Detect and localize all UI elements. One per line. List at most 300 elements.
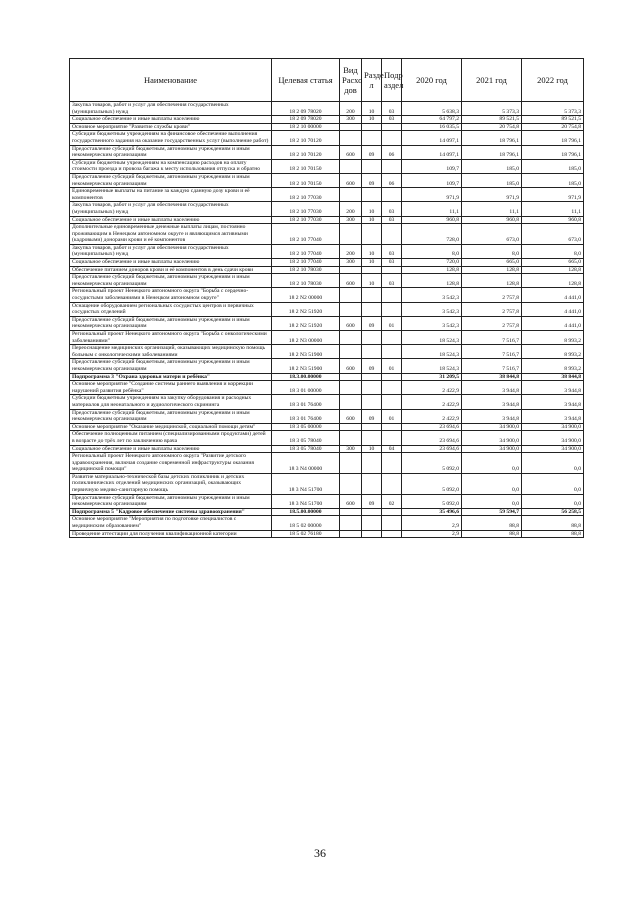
cell-2021: 0,0 xyxy=(462,453,522,474)
cell-subsection xyxy=(382,302,402,316)
cell-name: Переоснащение медицинских организаций, оказывающих медицинскую помощь больным с онкологическими заболеваниями xyxy=(70,345,272,359)
cell-name: Закупка товаров, работ и услуг для обеспечения государственных (муниципальных) нужд xyxy=(70,244,272,258)
cell-code: 18.5.00.00000 xyxy=(272,508,340,516)
table-row xyxy=(70,530,584,538)
cell-subsection xyxy=(382,473,402,494)
cell-section xyxy=(362,423,382,431)
cell-2021: 128,8 xyxy=(462,274,522,288)
cell-section xyxy=(362,473,382,494)
cell-section: 10 xyxy=(362,102,382,116)
cell-code: 18 5 02 00000 xyxy=(272,516,340,530)
cell-subsection: 06 xyxy=(382,145,402,159)
header-type: Вид Расхо дов xyxy=(340,59,362,102)
cell-2021: 3 944,8 xyxy=(462,409,522,423)
cell-2021: 34 900,0 xyxy=(462,423,522,431)
cell-subsection xyxy=(382,159,402,173)
cell-subsection: 03 xyxy=(382,244,402,258)
cell-2021: 0,0 xyxy=(462,473,522,494)
cell-2021: 7 516,7 xyxy=(462,359,522,373)
cell-2020: 18 524,3 xyxy=(402,359,462,373)
cell-2022: 673,0 xyxy=(522,224,584,245)
cell-type xyxy=(340,159,362,173)
cell-code: 18 2 N3 00000 xyxy=(272,331,340,345)
cell-type: 600 xyxy=(340,145,362,159)
cell-type xyxy=(340,188,362,202)
cell-name: Региональный проект Ненецкого автономного округа "Борьба с онкологическими заболеваниями" xyxy=(70,331,272,345)
cell-2022: 960,8 xyxy=(522,216,584,224)
cell-subsection: 06 xyxy=(382,173,402,187)
cell-section xyxy=(362,530,382,538)
cell-subsection xyxy=(382,516,402,530)
cell-section xyxy=(362,508,382,516)
table-row xyxy=(70,173,584,187)
cell-section xyxy=(362,188,382,202)
cell-2020: 128,8 xyxy=(402,274,462,288)
cell-name: Социальное обеспечение и иные выплаты населению xyxy=(70,116,272,124)
cell-2021: 3 944,8 xyxy=(462,381,522,395)
cell-2020: 11,1 xyxy=(402,202,462,216)
cell-name: Субсидии бюджетным учреждениям на компенсацию расходов на оплату стоимости проезда и провоза багажа к месту использования отпуска и обратно xyxy=(70,159,272,173)
cell-type xyxy=(340,473,362,494)
cell-name: Подпрограмма 5 "Кадровое обеспечение системы здравоохранения" xyxy=(70,508,272,516)
cell-2022: 185,0 xyxy=(522,173,584,187)
table-row xyxy=(70,288,584,302)
cell-2021: 8,0 xyxy=(462,244,522,258)
cell-section xyxy=(362,395,382,409)
cell-name: Предоставление субсидий бюджетным, автономным учреждениям и иным некоммерческим организациям xyxy=(70,316,272,330)
cell-code: 18 2 10 77040 xyxy=(272,259,340,267)
cell-2020: 23 694,6 xyxy=(402,431,462,445)
cell-type xyxy=(340,345,362,359)
cell-2022: 4 441,0 xyxy=(522,288,584,302)
cell-2020: 16 035,5 xyxy=(402,123,462,131)
cell-name: Развитие материально-технической базы детских поликлиник и детских поликлинических отделений медицинских организаций, оказывающих первичную медико-санитарную помощь xyxy=(70,473,272,494)
cell-2022: 3 944,8 xyxy=(522,409,584,423)
cell-2022: 0,0 xyxy=(522,494,584,508)
cell-subsection xyxy=(382,224,402,245)
cell-2022: 56 258,5 xyxy=(522,508,584,516)
header-subsection: Подр аздел xyxy=(382,59,402,102)
cell-section: 10 xyxy=(362,259,382,267)
table-row xyxy=(70,224,584,245)
cell-2022: 20 754,8 xyxy=(522,123,584,131)
cell-name: Предоставление субсидий бюджетным, автономным учреждениям и иным некоммерческим организациям xyxy=(70,173,272,187)
cell-code: 18 3 01 76400 xyxy=(272,395,340,409)
cell-2020: 960,8 xyxy=(402,216,462,224)
cell-2020: 64 797,2 xyxy=(402,116,462,124)
header-2021: 2021 год xyxy=(462,59,522,102)
cell-name: Основное мероприятие "Оказание медицинской, социальной помощи детям" xyxy=(70,423,272,431)
cell-code: 18 3 05 78040 xyxy=(272,431,340,445)
cell-2021: 38 844,8 xyxy=(462,373,522,381)
table-row xyxy=(70,216,584,224)
table-row xyxy=(70,331,584,345)
cell-2021: 960,8 xyxy=(462,216,522,224)
cell-subsection: 01 xyxy=(382,409,402,423)
cell-type: 300 xyxy=(340,216,362,224)
table-row xyxy=(70,453,584,474)
cell-type xyxy=(340,395,362,409)
cell-code: 18 3 N4 51700 xyxy=(272,473,340,494)
cell-type xyxy=(340,331,362,345)
table-row xyxy=(70,244,584,258)
table-row xyxy=(70,473,584,494)
cell-2022: 11,1 xyxy=(522,202,584,216)
cell-2020: 3 542,3 xyxy=(402,302,462,316)
table-row xyxy=(70,116,584,124)
cell-section xyxy=(362,159,382,173)
table-header-row xyxy=(70,59,584,102)
cell-2021: 88,8 xyxy=(462,516,522,530)
cell-subsection: 03 xyxy=(382,274,402,288)
table-row xyxy=(70,395,584,409)
table-row xyxy=(70,345,584,359)
cell-code: 18 2 10 77030 xyxy=(272,216,340,224)
cell-name: Региональный проект Ненецкого автономного округа "Борьба с сердечно-сосудистыми заболеваниями в Ненецком автономном округе" xyxy=(70,288,272,302)
cell-2020: 109,7 xyxy=(402,159,462,173)
cell-2020: 5 638,3 xyxy=(402,102,462,116)
cell-subsection xyxy=(382,508,402,516)
cell-code: 18 2 09 78020 xyxy=(272,116,340,124)
cell-subsection xyxy=(382,188,402,202)
cell-subsection xyxy=(382,395,402,409)
cell-2021: 665,0 xyxy=(462,259,522,267)
cell-2022: 34 900,0 xyxy=(522,431,584,445)
cell-subsection: 01 xyxy=(382,316,402,330)
cell-2022: 38 844,8 xyxy=(522,373,584,381)
cell-name: Дополнительные единовременные денежные выплаты лицам, постоянно проживающим в Ненецком автономном округе и являющимся активными (кадровыми) донорами крови и её компонентов xyxy=(70,224,272,245)
cell-name: Региональный проект Ненецкого автономного округа "Развитие детского здравоохранения, включая создание современной инфраструктуры оказания медицинской помощи" xyxy=(70,453,272,474)
cell-name: Предоставление субсидий бюджетным, автономным учреждениям и иным некоммерческим организациям xyxy=(70,494,272,508)
cell-code: 18 2 10 70150 xyxy=(272,173,340,187)
cell-section xyxy=(362,266,382,274)
cell-2022: 0,0 xyxy=(522,453,584,474)
table-row xyxy=(70,409,584,423)
cell-2022: 128,8 xyxy=(522,266,584,274)
cell-section xyxy=(362,123,382,131)
cell-2021: 18 796,1 xyxy=(462,131,522,145)
cell-section xyxy=(362,453,382,474)
cell-code: 18 2 10 70150 xyxy=(272,159,340,173)
cell-code: 18 5 02 76180 xyxy=(272,530,340,538)
cell-2020: 109,7 xyxy=(402,173,462,187)
table-row xyxy=(70,302,584,316)
cell-code: 18 3 01 00000 xyxy=(272,381,340,395)
cell-subsection xyxy=(382,431,402,445)
cell-section xyxy=(362,431,382,445)
cell-name: Обеспечение полноценным питанием (специализированными продуктами) детей в возрасте до трёх лет по заключению врача xyxy=(70,431,272,445)
cell-2021: 0,0 xyxy=(462,494,522,508)
cell-code: 18 3 05 78040 xyxy=(272,445,340,453)
table-row xyxy=(70,508,584,516)
table-row xyxy=(70,316,584,330)
table-row xyxy=(70,516,584,530)
cell-code: 18 3 01 76400 xyxy=(272,409,340,423)
table-row xyxy=(70,381,584,395)
table-row xyxy=(70,202,584,216)
cell-type: 600 xyxy=(340,359,362,373)
cell-2020: 5 092,0 xyxy=(402,494,462,508)
cell-2021: 185,0 xyxy=(462,173,522,187)
cell-type xyxy=(340,373,362,381)
cell-2020: 128,8 xyxy=(402,266,462,274)
cell-2021: 5 373,3 xyxy=(462,102,522,116)
cell-subsection: 03 xyxy=(382,216,402,224)
header-2022: 2022 год xyxy=(522,59,584,102)
cell-code: 18 2 N2 00000 xyxy=(272,288,340,302)
cell-section: 09 xyxy=(362,409,382,423)
cell-2022: 4 441,0 xyxy=(522,302,584,316)
cell-2021: 3 944,8 xyxy=(462,395,522,409)
cell-name: Единовременные выплаты на питание за каждую сданную дозу крови и её компонентов xyxy=(70,188,272,202)
cell-subsection xyxy=(382,123,402,131)
cell-2021: 34 900,0 xyxy=(462,431,522,445)
cell-section: 10 xyxy=(362,244,382,258)
cell-section xyxy=(362,345,382,359)
cell-2021: 971,9 xyxy=(462,188,522,202)
table-row xyxy=(70,159,584,173)
cell-2021: 673,0 xyxy=(462,224,522,245)
cell-name: Предоставление субсидий бюджетным, автономным учреждениям и иным некоммерческим организациям xyxy=(70,145,272,159)
cell-type xyxy=(340,423,362,431)
cell-name: Социальное обеспечение и иные выплаты населению xyxy=(70,445,272,453)
cell-2022: 88,8 xyxy=(522,530,584,538)
cell-type xyxy=(340,530,362,538)
page-number: 36 xyxy=(314,846,326,860)
cell-name: Предоставление субсидий бюджетным, автономным учреждениям и иным некоммерческим организациям xyxy=(70,274,272,288)
table-row xyxy=(70,423,584,431)
cell-name: Предоставление субсидий бюджетным, автономным учреждениям и иным некоммерческим организациям xyxy=(70,359,272,373)
cell-2022: 88,8 xyxy=(522,516,584,530)
cell-2021: 7 516,7 xyxy=(462,331,522,345)
cell-section xyxy=(362,131,382,145)
table-row xyxy=(70,188,584,202)
cell-type: 300 xyxy=(340,116,362,124)
cell-name: Основное мероприятие "Мероприятия по подготовке специалистов с медицинским образованием" xyxy=(70,516,272,530)
cell-2022: 8,0 xyxy=(522,244,584,258)
cell-2021: 185,0 xyxy=(462,159,522,173)
cell-name: Субсидии бюджетным учреждениям на финансовое обеспечение выполнения государственного задания на оказание государственных услуг (выполнение работ) xyxy=(70,131,272,145)
cell-2022: 18 796,1 xyxy=(522,131,584,145)
cell-code: 18.3.00.00000 xyxy=(272,373,340,381)
table-row xyxy=(70,102,584,116)
cell-2021: 89 521,5 xyxy=(462,116,522,124)
cell-code: 18 2 10 00000 xyxy=(272,123,340,131)
cell-subsection: 04 xyxy=(382,445,402,453)
cell-type xyxy=(340,266,362,274)
cell-section xyxy=(362,331,382,345)
cell-code: 18 2 10 77030 xyxy=(272,188,340,202)
cell-section: 10 xyxy=(362,202,382,216)
cell-section: 09 xyxy=(362,359,382,373)
header-section: Разде л xyxy=(362,59,382,102)
cell-subsection: 03 xyxy=(382,116,402,124)
table-row xyxy=(70,145,584,159)
cell-code: 18 2 10 77040 xyxy=(272,244,340,258)
cell-2020: 14 097,1 xyxy=(402,145,462,159)
cell-type: 300 xyxy=(340,259,362,267)
cell-type: 200 xyxy=(340,244,362,258)
cell-code: 18 3 05 00000 xyxy=(272,423,340,431)
cell-section xyxy=(362,516,382,530)
cell-code: 18 2 N3 51900 xyxy=(272,359,340,373)
cell-2020: 2,9 xyxy=(402,516,462,530)
cell-section xyxy=(362,288,382,302)
cell-section: 09 xyxy=(362,494,382,508)
cell-name: Социальное обеспечение и иные выплаты населению xyxy=(70,259,272,267)
cell-name: Закупка товаров, работ и услуг для обеспечения государственных (муниципальных) нужд xyxy=(70,202,272,216)
cell-type: 600 xyxy=(340,494,362,508)
cell-2020: 23 694,6 xyxy=(402,445,462,453)
cell-code: 18 2 10 78030 xyxy=(272,274,340,288)
cell-type xyxy=(340,224,362,245)
cell-2022: 4 441,0 xyxy=(522,316,584,330)
cell-2022: 3 944,8 xyxy=(522,381,584,395)
cell-name: Основное мероприятие "Развитие службы крови" xyxy=(70,123,272,131)
table-row xyxy=(70,359,584,373)
cell-name: Субсидии бюджетным учреждениям на закупку оборудования и расходных материалов для неонатального и аудиологического скрининга xyxy=(70,395,272,409)
cell-type xyxy=(340,431,362,445)
cell-code: 18 2 10 77030 xyxy=(272,202,340,216)
cell-name: Социальное обеспечение и иные выплаты населению xyxy=(70,216,272,224)
cell-code: 18 2 10 77040 xyxy=(272,224,340,245)
cell-2022: 185,0 xyxy=(522,159,584,173)
cell-code: 18 2 10 70120 xyxy=(272,131,340,145)
cell-subsection: 02 xyxy=(382,494,402,508)
cell-name: Оснащение оборудованием региональных сосудистых центров и первичных сосудистых отделений xyxy=(70,302,272,316)
cell-2021: 88,8 xyxy=(462,530,522,538)
cell-name: Обеспечение питанием доноров крови и её компонентов в день сдачи крови xyxy=(70,266,272,274)
cell-2021: 59 594,7 xyxy=(462,508,522,516)
table-row xyxy=(70,131,584,145)
cell-type: 600 xyxy=(340,173,362,187)
cell-2022: 89 521,5 xyxy=(522,116,584,124)
cell-2022: 5 373,3 xyxy=(522,102,584,116)
cell-2022: 34 900,0 xyxy=(522,445,584,453)
cell-2022: 8 993,2 xyxy=(522,359,584,373)
cell-type xyxy=(340,302,362,316)
cell-section: 10 xyxy=(362,274,382,288)
cell-section xyxy=(362,381,382,395)
cell-code: 18 3 N4 00000 xyxy=(272,453,340,474)
cell-subsection xyxy=(382,373,402,381)
cell-name: Проведение аттестации для получения квалификационной категории xyxy=(70,530,272,538)
cell-subsection xyxy=(382,331,402,345)
table-row xyxy=(70,494,584,508)
cell-code: 18 2 10 78030 xyxy=(272,266,340,274)
cell-section xyxy=(362,373,382,381)
cell-code: 18 2 N2 51920 xyxy=(272,302,340,316)
cell-2020: 728,0 xyxy=(402,224,462,245)
cell-type: 600 xyxy=(340,409,362,423)
cell-subsection: 03 xyxy=(382,102,402,116)
cell-subsection: 03 xyxy=(382,259,402,267)
cell-section: 10 xyxy=(362,116,382,124)
cell-2020: 2,9 xyxy=(402,530,462,538)
cell-code: 18 2 N3 51900 xyxy=(272,345,340,359)
cell-2021: 2 757,8 xyxy=(462,316,522,330)
table-row xyxy=(70,266,584,274)
budget-table xyxy=(69,58,584,538)
cell-code: 18 2 09 78020 xyxy=(272,102,340,116)
cell-2022: 18 796,1 xyxy=(522,145,584,159)
cell-2021: 7 516,7 xyxy=(462,345,522,359)
cell-2021: 11,1 xyxy=(462,202,522,216)
cell-subsection xyxy=(382,131,402,145)
cell-section: 10 xyxy=(362,216,382,224)
cell-2022: 665,0 xyxy=(522,259,584,267)
cell-2021: 2 757,8 xyxy=(462,288,522,302)
cell-subsection xyxy=(382,381,402,395)
cell-2020: 2 422,9 xyxy=(402,409,462,423)
cell-2021: 18 796,1 xyxy=(462,145,522,159)
budget-table-sheet xyxy=(69,58,583,538)
cell-type xyxy=(340,453,362,474)
cell-2020: 35 496,6 xyxy=(402,508,462,516)
cell-type xyxy=(340,288,362,302)
cell-type xyxy=(340,381,362,395)
cell-name: Подпрограмма 3 "Охрана здоровья матери и ребёнка" xyxy=(70,373,272,381)
cell-2022: 128,8 xyxy=(522,274,584,288)
cell-2020: 8,0 xyxy=(402,244,462,258)
cell-2022: 8 993,2 xyxy=(522,331,584,345)
cell-2022: 971,9 xyxy=(522,188,584,202)
cell-2021: 34 900,0 xyxy=(462,445,522,453)
cell-name: Предоставление субсидий бюджетным, автономным учреждениям и иным некоммерческим организациям xyxy=(70,409,272,423)
cell-section xyxy=(362,302,382,316)
table-row xyxy=(70,259,584,267)
cell-2021: 2 757,8 xyxy=(462,302,522,316)
cell-name: Закупка товаров, работ и услуг для обеспечения государственных (муниципальных) нужд xyxy=(70,102,272,116)
cell-subsection xyxy=(382,266,402,274)
cell-type xyxy=(340,508,362,516)
cell-2022: 34 900,0 xyxy=(522,423,584,431)
cell-subsection: 01 xyxy=(382,359,402,373)
cell-2020: 5 092,0 xyxy=(402,473,462,494)
cell-code: 18 3 N4 51700 xyxy=(272,494,340,508)
cell-type: 200 xyxy=(340,102,362,116)
cell-2020: 971,9 xyxy=(402,188,462,202)
cell-2021: 128,8 xyxy=(462,266,522,274)
cell-2022: 0,0 xyxy=(522,473,584,494)
cell-2021: 20 754,8 xyxy=(462,123,522,131)
cell-code: 18 2 N2 51920 xyxy=(272,316,340,330)
cell-2020: 3 542,3 xyxy=(402,316,462,330)
table-body xyxy=(70,102,584,538)
cell-type: 200 xyxy=(340,202,362,216)
cell-subsection xyxy=(382,453,402,474)
cell-2020: 5 092,0 xyxy=(402,453,462,474)
cell-type: 600 xyxy=(340,316,362,330)
table-row xyxy=(70,373,584,381)
cell-type xyxy=(340,123,362,131)
cell-2022: 8 993,2 xyxy=(522,345,584,359)
cell-2020: 31 209,5 xyxy=(402,373,462,381)
cell-type xyxy=(340,516,362,530)
cell-type xyxy=(340,131,362,145)
cell-type: 300 xyxy=(340,445,362,453)
cell-section: 09 xyxy=(362,316,382,330)
cell-type: 600 xyxy=(340,274,362,288)
cell-name: Основное мероприятие "Создание системы раннего выявления и коррекции нарушений развития ребёнка" xyxy=(70,381,272,395)
cell-2020: 18 524,3 xyxy=(402,331,462,345)
cell-subsection xyxy=(382,423,402,431)
cell-2020: 2 422,9 xyxy=(402,395,462,409)
cell-subsection xyxy=(382,288,402,302)
cell-2022: 3 944,8 xyxy=(522,395,584,409)
cell-section: 09 xyxy=(362,173,382,187)
cell-subsection: 03 xyxy=(382,202,402,216)
